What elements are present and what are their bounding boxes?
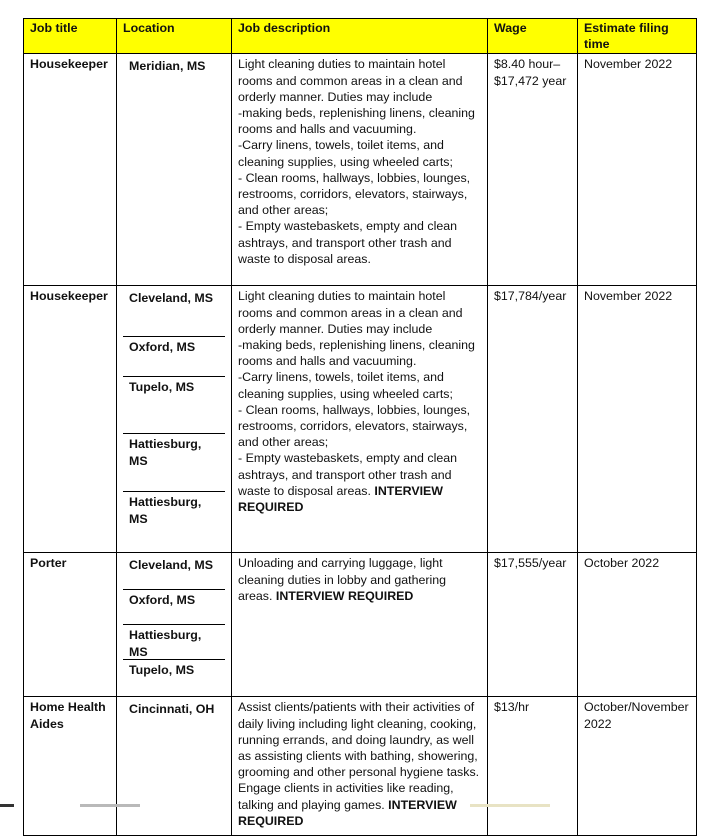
description-line: running errands, and doing laundry, as well bbox=[238, 732, 475, 747]
filing-time-cell: October 2022 bbox=[578, 553, 697, 697]
page-edge-mark bbox=[470, 804, 550, 807]
job-row bbox=[24, 54, 697, 286]
job-row bbox=[24, 697, 697, 836]
header-location: Location bbox=[117, 19, 232, 54]
location-item: Meridian, MS bbox=[129, 59, 206, 74]
wage-line: $8.40 hour– bbox=[494, 57, 561, 72]
filing-time-cell: November 2022 bbox=[578, 54, 697, 286]
location-item: Hattiesburg, MS bbox=[123, 433, 225, 491]
description-line: grooming and other personal hygiene tasks. bbox=[238, 765, 480, 780]
description-line: orderly manner. Duties may include bbox=[238, 89, 433, 104]
location-item: Hattiesburg, MS bbox=[123, 624, 225, 659]
wage-cell bbox=[488, 54, 578, 286]
header-job-title: Job title bbox=[24, 19, 117, 54]
description-line: waste to disposal areas. bbox=[238, 251, 371, 266]
description-line: - Empty wastebaskets, empty and clean bbox=[238, 451, 458, 466]
wage-cell bbox=[488, 553, 578, 697]
location-item: Tupelo, MS bbox=[123, 659, 225, 695]
description-line: rooms and halls and vacuuming. bbox=[238, 354, 417, 369]
description-line: Engage clients in activities like reading, bbox=[238, 781, 454, 796]
wage-cell bbox=[488, 286, 578, 553]
location-item: Tupelo, MS bbox=[123, 376, 225, 433]
interview-required-note: INTERVIEW REQUIRED bbox=[275, 588, 414, 603]
job-title-cell: Housekeeper bbox=[24, 54, 117, 286]
wage-line: $17,784/year bbox=[494, 289, 567, 304]
description-line: and other areas; bbox=[238, 203, 329, 218]
description-line: talking and playing games. bbox=[238, 797, 385, 812]
location-item: Cleveland, MS bbox=[129, 291, 214, 306]
description-line: ashtrays, and transport other trash and bbox=[238, 467, 452, 482]
header-estimate-filing-time: Estimate filing time bbox=[578, 19, 697, 54]
job-description-cell bbox=[232, 553, 488, 697]
job-description-cell bbox=[232, 697, 488, 836]
description-line: cleaning supplies, using wheeled carts; bbox=[238, 386, 453, 401]
description-line: -making beds, replenishing linens, cleaning bbox=[238, 106, 475, 121]
jobs-table-body bbox=[24, 54, 697, 836]
job-row bbox=[24, 553, 697, 697]
job-description-cell bbox=[232, 54, 488, 286]
filing-time-cell: November 2022 bbox=[578, 286, 697, 553]
job-title-cell: Home Health Aides bbox=[24, 697, 117, 836]
description-line: cleaning duties in lobby and gathering bbox=[238, 572, 447, 587]
description-line: restrooms, corridors, elevators, stairways, bbox=[238, 187, 468, 202]
description-line: - Clean rooms, hallways, lobbies, lounges, bbox=[238, 170, 471, 185]
location-item: Oxford, MS bbox=[123, 589, 225, 624]
interview-required-note: INTERVIEW REQUIRED bbox=[238, 483, 444, 515]
job-title-cell: Porter bbox=[24, 553, 117, 697]
description-line: cleaning supplies, using wheeled carts; bbox=[238, 154, 453, 169]
description-line: -making beds, replenishing linens, cleaning bbox=[238, 338, 475, 353]
location-item: Cleveland, MS bbox=[129, 558, 214, 573]
description-line: Assist clients/patients with their activities of bbox=[238, 700, 475, 715]
wage-line: $13/hr bbox=[494, 700, 530, 715]
location-cell bbox=[117, 54, 232, 286]
location-cell bbox=[117, 553, 232, 697]
page-edge-mark bbox=[80, 804, 140, 807]
job-title-cell: Housekeeper bbox=[24, 286, 117, 553]
page-bottom-edge bbox=[0, 797, 728, 812]
location-item: Oxford, MS bbox=[123, 336, 225, 376]
description-line: Unloading and carrying luggage, light bbox=[238, 556, 443, 571]
jobs-table bbox=[23, 18, 697, 836]
description-line: ashtrays, and transport other trash and bbox=[238, 235, 452, 250]
description-line: and other areas; bbox=[238, 435, 329, 450]
description-line: areas. bbox=[238, 588, 273, 603]
header-row bbox=[24, 19, 697, 54]
description-line: as assisting clients with bathing, showering, bbox=[238, 749, 478, 764]
wage-line: $17,472 year bbox=[494, 73, 567, 88]
description-line: rooms and common areas in a clean and bbox=[238, 305, 463, 320]
job-row bbox=[24, 286, 697, 553]
location-item: Cincinnati, OH bbox=[129, 702, 215, 717]
description-line: - Empty wastebaskets, empty and clean bbox=[238, 219, 458, 234]
wage-line: $17,555/year bbox=[494, 556, 567, 571]
description-line: - Clean rooms, hallways, lobbies, lounges, bbox=[238, 402, 471, 417]
location-cell bbox=[117, 697, 232, 836]
location-item: Hattiesburg, MS bbox=[123, 491, 225, 551]
description-line: orderly manner. Duties may include bbox=[238, 321, 433, 336]
description-line: -Carry linens, towels, toilet items, and bbox=[238, 138, 444, 153]
page-edge-mark bbox=[0, 804, 14, 807]
header-job-description: Job description bbox=[232, 19, 488, 54]
description-line: daily living including light cleaning, cooking, bbox=[238, 716, 477, 731]
location-cell bbox=[117, 286, 232, 553]
description-line: waste to disposal areas. bbox=[238, 483, 371, 498]
job-description-cell bbox=[232, 286, 488, 553]
description-line: restrooms, corridors, elevators, stairways, bbox=[238, 419, 468, 434]
description-line: Light cleaning duties to maintain hotel bbox=[238, 57, 446, 72]
wage-cell bbox=[488, 697, 578, 836]
description-line: Light cleaning duties to maintain hotel bbox=[238, 289, 446, 304]
interview-required-note: INTERVIEW REQUIRED bbox=[238, 797, 457, 828]
description-line: rooms and common areas in a clean and bbox=[238, 73, 463, 88]
description-line: -Carry linens, towels, toilet items, and bbox=[238, 370, 444, 385]
description-line: rooms and halls and vacuuming. bbox=[238, 122, 417, 137]
header-wage: Wage bbox=[488, 19, 578, 54]
filing-time-cell: October/November 2022 bbox=[578, 697, 697, 836]
